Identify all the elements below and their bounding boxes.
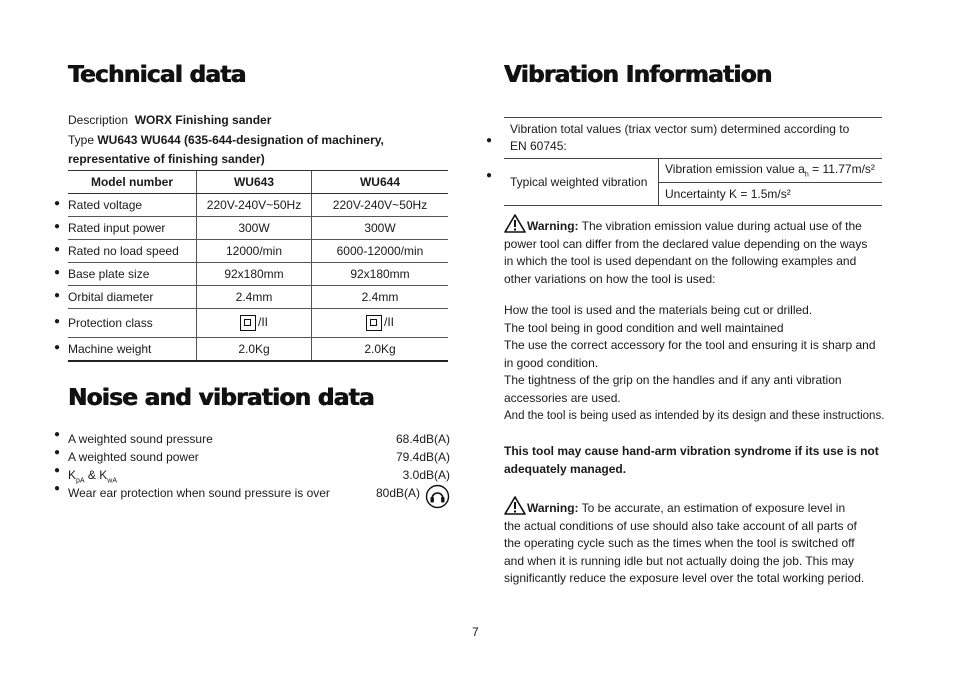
list-item	[54, 447, 450, 468]
row-label: Orbital diameter	[68, 286, 197, 309]
list-item: accessories are used.	[504, 390, 621, 405]
row-value-wu643: 2.0Kg	[197, 338, 312, 362]
noise-value: 68.4dB(A)	[395, 432, 450, 446]
warning-label: Warning:	[527, 219, 579, 233]
noise-label: Wear ear protection when sound pressure is over	[68, 486, 330, 500]
bullet: ●	[54, 341, 61, 353]
row-value-wu643: /II	[197, 309, 312, 338]
noise-vibration-title: Noise and vibration data	[68, 385, 374, 411]
list-item: And the tool is being used as intended by its design and these instructions.	[504, 409, 885, 422]
warning-icon	[504, 214, 526, 233]
vibration-table	[504, 117, 882, 206]
list-item	[54, 483, 450, 504]
bullet: ●	[54, 315, 61, 327]
type-value: WU643 WU644 (635-644-designation of machinery,	[97, 133, 384, 147]
row-value-wu644: 92x180mm	[312, 263, 449, 286]
table-header-row	[54, 171, 448, 194]
header-model-number: Model number	[68, 171, 197, 194]
double-insulation-icon	[366, 315, 382, 331]
row-label: Rated no load speed	[68, 240, 197, 263]
table-row	[504, 159, 882, 183]
table-row	[54, 286, 448, 309]
noise-value: 79.4dB(A)	[395, 450, 450, 464]
header-wu643: WU643	[197, 171, 312, 194]
list-item: The tool being in good condition and well maintained	[504, 320, 784, 335]
row-value-wu643: 12000/min	[197, 240, 312, 263]
row-value-wu643: 300W	[197, 217, 312, 240]
warning-paragraph-2: Warning: To be accurate, an estimation of exposure level in the actual conditions of use should also take account of all parts of the operating cycle such as the times when the tool is switched off and when it is running idle but not actually doing the job. This may significantly reduce the exposure level over the total working period.	[504, 496, 889, 588]
bullet: ●	[54, 243, 61, 255]
type-label: Type	[68, 133, 95, 147]
type-line	[68, 133, 384, 147]
uncertainty-cell: Uncertainty K = 1.5m/s²	[659, 182, 883, 206]
row-label: Protection class	[68, 309, 197, 338]
typical-weighted-vibration-label: Typical weighted vibration	[504, 159, 659, 206]
row-label: Rated input power	[68, 217, 197, 240]
description-value: WORX Finishing sander	[134, 113, 272, 127]
row-value-wu644: /II	[312, 309, 449, 338]
bullet: ●	[486, 170, 493, 181]
row-label: Rated voltage	[68, 194, 197, 217]
noise-value: 80dB(A)	[375, 486, 420, 500]
bullet: ●	[486, 135, 493, 146]
table-row	[54, 309, 448, 338]
row-value-wu644: 300W	[312, 217, 449, 240]
row-value-wu643: 92x180mm	[197, 263, 312, 286]
list-item	[54, 465, 450, 486]
noise-label: $K_{pA}$ & $K_{wA}$	[68, 468, 117, 485]
technical-data-title: Technical data	[68, 62, 246, 88]
row-value-wu643: 2.4mm	[197, 286, 312, 309]
list-item	[54, 429, 450, 450]
bullet: ●	[54, 465, 61, 476]
table-row	[54, 194, 448, 217]
bullet: ●	[54, 266, 61, 278]
warning-label: Warning:	[527, 501, 579, 515]
warning-icon	[504, 496, 526, 515]
row-value-wu644: 6000-12000/min	[312, 240, 449, 263]
bullet: ●	[54, 289, 61, 301]
warning-paragraph-1: Warning: The vibration emission value during actual use of the power tool can differ from the declared value depending on the ways in which the tool is used dependant on the following examples and other variations on how the tool is used:	[504, 214, 889, 288]
row-label: Base plate size	[68, 263, 197, 286]
row-value-wu644: 220V-240V~50Hz	[312, 194, 449, 217]
table-row	[54, 263, 448, 286]
row-value-wu644: 2.4mm	[312, 286, 449, 309]
list-item: The use the correct accessory for the tool and ensuring it is sharp and	[504, 338, 876, 353]
noise-label: A weighted sound pressure	[68, 432, 213, 446]
page-number: 7	[472, 625, 479, 639]
list-item: How the tool is used and the materials being cut or drilled.	[504, 303, 813, 317]
description-label: Description	[68, 113, 129, 127]
row-value-wu644: 2.0Kg	[312, 338, 449, 362]
noise-label: A weighted sound power	[68, 450, 199, 464]
description-line	[68, 113, 271, 127]
bullet: ●	[54, 429, 61, 440]
list-item: in good condition.	[504, 355, 599, 370]
table-row	[504, 118, 882, 159]
bullet: ●	[54, 220, 61, 232]
hav-notice: This tool may cause hand-arm vibration syndrome if its use is not adequately managed.	[504, 444, 879, 476]
technical-data-table	[54, 170, 448, 362]
row-value-wu643: 220V-240V~50Hz	[197, 194, 312, 217]
row-label: Machine weight	[68, 338, 197, 362]
table-row	[54, 217, 448, 240]
header-wu644: WU644	[312, 171, 449, 194]
bullet: ●	[54, 197, 61, 209]
noise-value: 3.0dB(A)	[402, 468, 450, 482]
table-row	[54, 338, 448, 362]
double-insulation-icon	[240, 315, 256, 331]
type-value-continued: representative of finishing sander)	[68, 152, 265, 166]
ear-protection-icon	[425, 484, 450, 509]
list-item: The tightness of the grip on the handles and if any anti vibration	[504, 373, 842, 388]
vibration-total-cell: Vibration total values (triax vector sum) determined according to EN 60745:	[504, 118, 882, 159]
vibration-information-title: Vibration Information	[504, 62, 772, 88]
bullet: ●	[54, 483, 61, 494]
table-row	[54, 240, 448, 263]
bullet: ●	[54, 447, 61, 458]
examples-list	[504, 302, 889, 425]
emission-value-cell: Vibration emission value $a_h = 11.77m/s^2$	[659, 159, 883, 183]
